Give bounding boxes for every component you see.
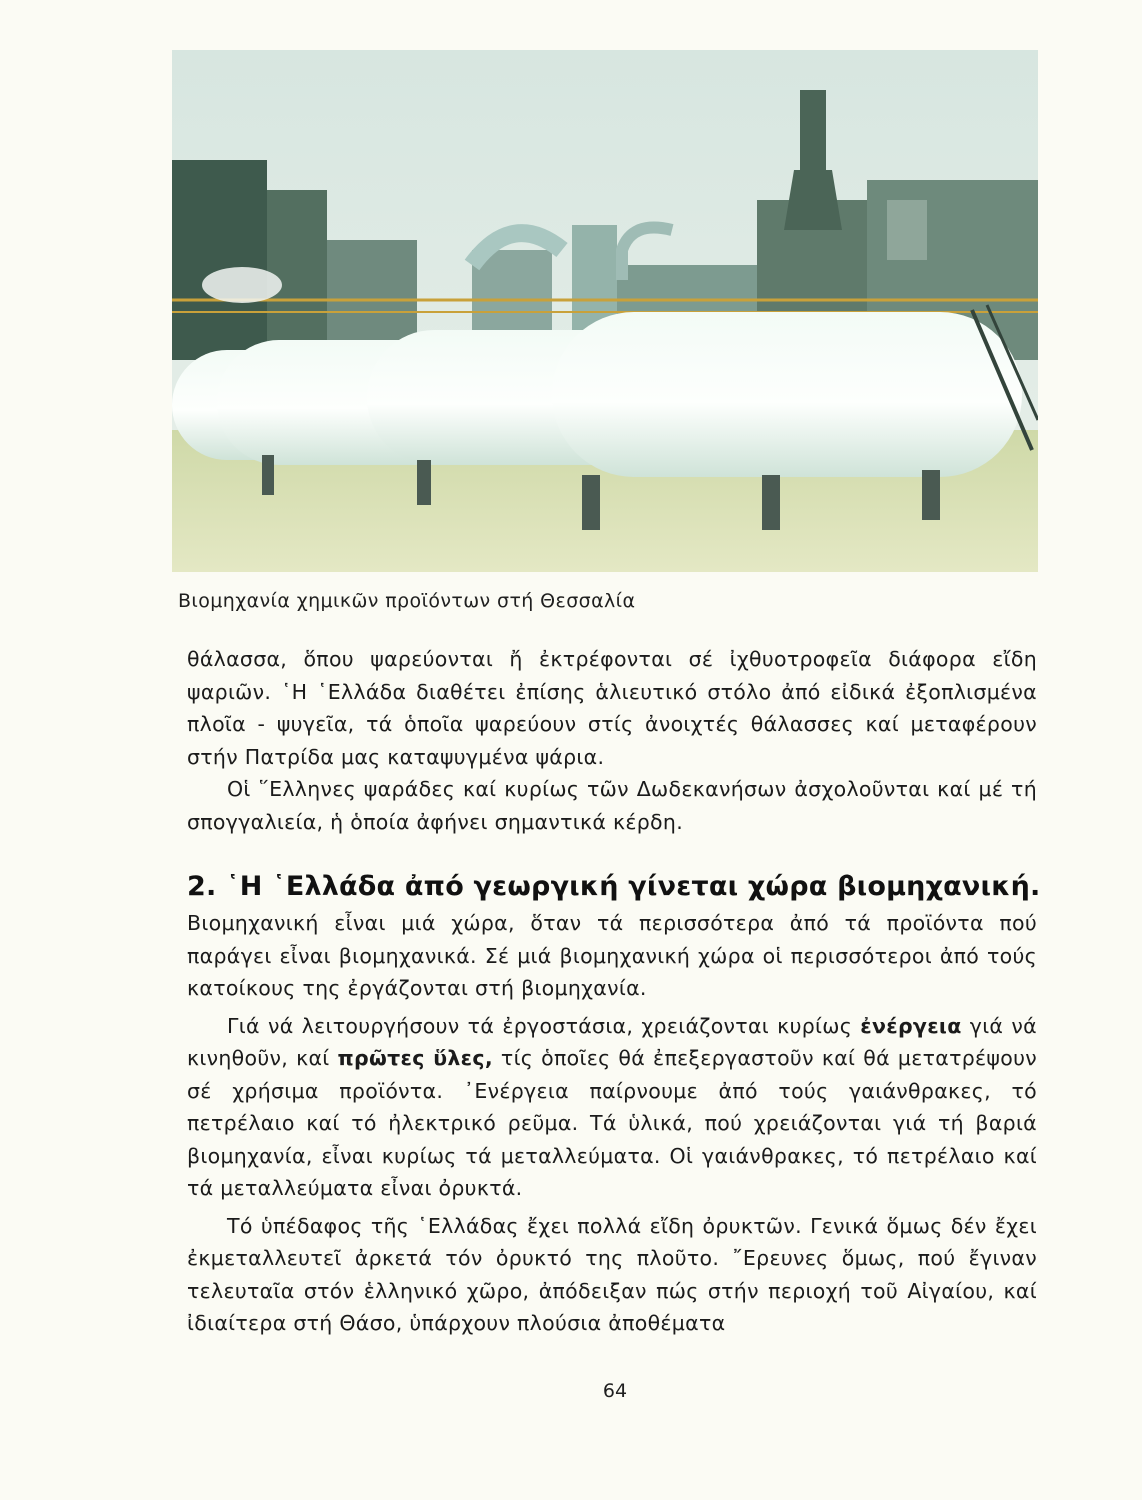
paragraph-definition: Βιομηχανική εἶναι μιά χώρα, ὅταν τά περισσότερα ἀπό τά προϊόντα πού παράγει εἶναι βιομηχανικά. Σέ μιά βιομηχανική χώρα οἱ περισσότεροι ἀπό τούς κατοίκους της ἐργάζονται στή βιομηχανία. [187, 911, 1037, 1000]
section-body [187, 907, 1037, 1340]
chemical-plant-illustration [172, 50, 1038, 572]
energy-text-1: Γιά νά λειτουργήσουν τά ἐργοστάσια, χρειάζονται κυρίως [227, 1013, 861, 1038]
paragraph-fishing: θάλασσα, ὅπου ψαρεύονται ἤ ἐκτρέφονται σέ ἰχθυοτροφεῖα διάφορα εἴδη ψαριῶν. ῾Η ῾Ελλάδα διαθέτει ἐπίσης ἁλιευτικό στόλο ἀπό εἰδικά ἐξοπλισμένα πλοῖα - ψυγεῖα, τά ὁποῖα ψαρεύουν στίς ἀνοιχτές θάλασσες καί μεταφέρουν στήν Πατρίδα μας καταψυγμένα ψάρια. [187, 647, 1037, 769]
figure-caption: Βιομηχανία χημικῶν προϊόντων στή Θεσσαλία [178, 590, 636, 612]
energy-text-2: γιά νά κινηθοῦν, καί [187, 1013, 1037, 1070]
paragraph-minerals: Τό ὑπέδαφος τῆς ῾Ελλάδας ἔχει πολλά εἴδη ὀρυκτῶν. Γενικά ὅμως δέν ἔχει ἐκμεταλλευτεῖ ἀρκετά τόν ὀρυκτό της πλοῦτο. ῎Ερευνες ὅμως, πού ἔγιναν τελευταῖα στόν ἑλληνικό χῶρο, ἀπόδειξαν πώς στήν περιοχή τοῦ Αἰγαίου, καί ἰδιαίτερα στή Θάσο, ὑπάρχουν πλούσια ἀποθέματα [187, 1213, 1037, 1335]
energy-text-3: τίς ὁποῖες θά ἐπεξεργαστοῦν καί θά μετατρέψουν σέ χρήσιμα προϊόντα. ᾿Ενέργεια παίρνουμε ἀπό τούς γαιάνθρακες, τό πετρέλαιο καί τό ἠλεκτρικό ρεῦμα. Τά ὑλικά, πού χρειάζονται γιά τή βαριά βιομηχανία, εἶναι κυρίως τά μεταλλεύματα. Οἱ γαιάνθρακες, τό πετρέλαιο καί τά μεταλλεύματα εἶναι ὀρυκτά. [187, 1046, 1037, 1200]
paragraph-sponge: Οἱ ῞Ελληνες ψαράδες καί κυρίως τῶν Δωδεκανήσων ἀσχολοῦνται καί μέ τή σπογγαλιεία, ἡ ὁποία ἀφήνει σημαντικά κέρδη. [187, 777, 1037, 834]
section-heading: 2. ῾Η ῾Ελλάδα ἀπό γεωργική γίνεται χώρα βιομηχανική. [187, 871, 1041, 902]
paragraph-energy [187, 1010, 1037, 1205]
factory-photo [172, 50, 1038, 572]
term-raw-materials: πρῶτες ὕλες, [337, 1046, 493, 1070]
intro-text [187, 643, 1037, 838]
page-number: 64 [602, 1380, 628, 1402]
term-energy: ἐνέργεια [860, 1013, 962, 1038]
